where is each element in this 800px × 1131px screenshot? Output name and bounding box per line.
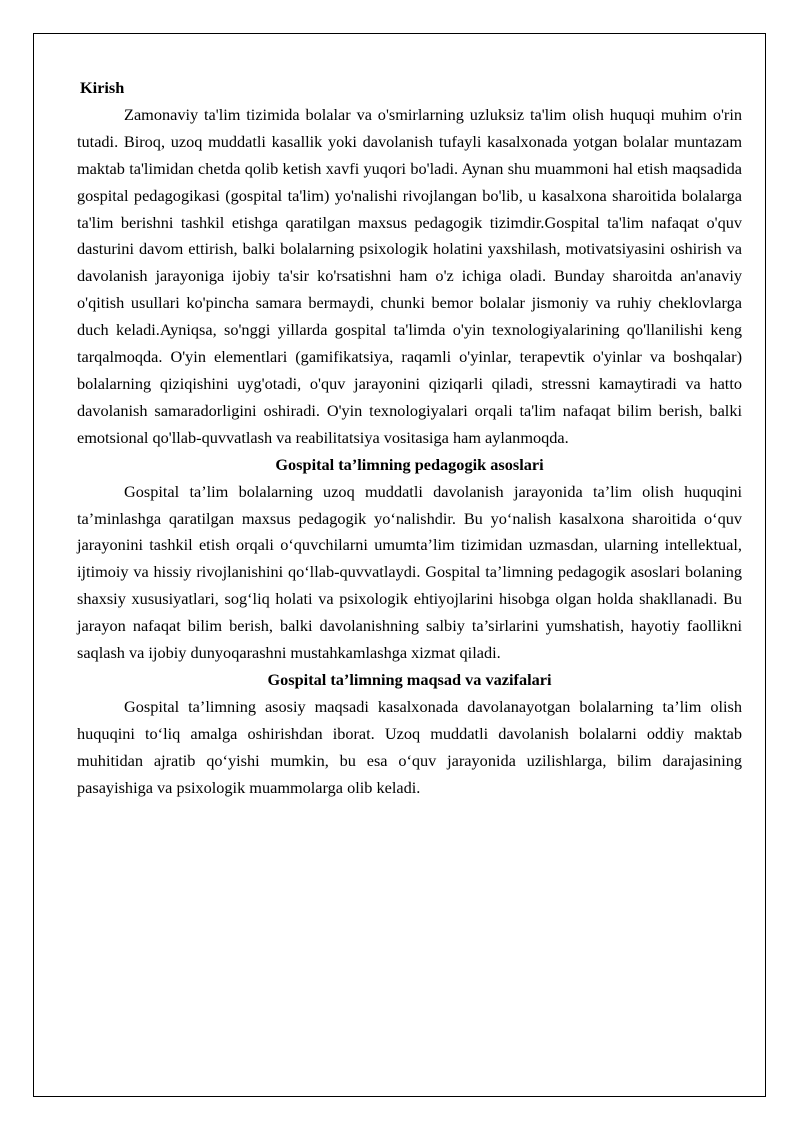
section-heading-pedagogical-foundations: Gospital ta’limning pedagogik asoslari (275, 454, 544, 474)
section-heading-goals-tasks: Gospital ta’limning maqsad va vazifalari (267, 669, 552, 689)
intro-heading: Kirish (80, 78, 125, 97)
intro-paragraph: Zamonaviy ta'lim tizimida bolalar va o'smirlarning uzluksiz ta'lim olish huquqi muhim o'rin tutadi. Biroq, uzoq muddatli kasallik yoki davolanish tufayli kasalxonada yotgan bolalar muntazam maktab ta'limidan chetda qolib ketish xavfi yuqori bo'ladi. Aynan shu muammoni hal etish maqsadida gospital pedagogikasi (gospital ta'lim) yo'nalishi rivojlangan bo'lib, u kasalxona sharoitida bolalarga ta'lim berishni tashkil etishga qaratilgan maxsus pedagogik tizimdir.Gospital ta'lim nafaqat o'quv dasturini davom ettirish, balki bolalarning psixologik holatini yaxshilash, motivatsiyasini oshirish va davolanish jarayoniga ijobiy ta'sir ko'rsatishni ham o'z ichiga oladi. Bunday sharoitda an'anaviy o'qitish usullari ko'pincha samara bermaydi, chunki bemor bolalar jismoniy va ruhiy cheklovlarga duch keladi.Ayniqsa, so'nggi yillarda gospital ta'limda o'yin texnologiyalarining qo'llanilishi keng tarqalmoqda. O'yin elementlari (gamifikatsiya, raqamli o'yinlar, terapevtik o'yinlar va boshqalar) bolalarning qiziqishini uyg'otadi, o'quv jarayonini qiziqarli qiladi, stressni kamaytiradi va hatto davolanish samaradorligini oshiradi. O'yin texnologiyalari orqali ta'lim nafaqat bilim berish, balki emotsional qo'llab-quvvatlash va reabilitatsiya vositasiga ham aylanmoqda. (77, 104, 742, 447)
document-body (77, 75, 742, 801)
section-paragraph-goals-tasks: Gospital ta’limning asosiy maqsadi kasalxonada davolanayotgan bolalarning ta’lim olish huquqini to‘liq amalga oshirishdan iborat. Uzoq muddatli davolanish bolalarni oddiy maktab muhitidan ajratib qo‘yishi mumkin, bu esa o‘quv jarayonida uzilishlarga, bilim darajasining pasayishiga va psixologik muammolarga olib keladi. (77, 696, 742, 797)
section-paragraph-pedagogical-foundations: Gospital ta’lim bolalarning uzoq muddatli davolanish jarayonida ta’lim olish huquqini ta’minlashga qaratilgan maxsus pedagogik yo‘nalishdir. Bu yo‘nalish kasalxona sharoitida o‘quv jarayonini tashkil etish orqali o‘quvchilarni umumta’lim tizimidan uzmasdan, ularning intellektual, ijtimoiy va hissiy rivojlanishini qo‘llab-quvvatlaydi. Gospital ta’limning pedagogik asoslari bolaning shaxsiy xususiyatlari, sog‘liq holati va psixologik ehtiyojlarini hisobga olgan holda shakllanadi. Bu jarayon nafaqat bilim berish, balki davolanishning salbiy ta’sirlarini yumshatish, hayotiy faollikni saqlash va ijobiy dunyoqarashni mustahkamlashga xizmat qiladi. (77, 481, 742, 663)
